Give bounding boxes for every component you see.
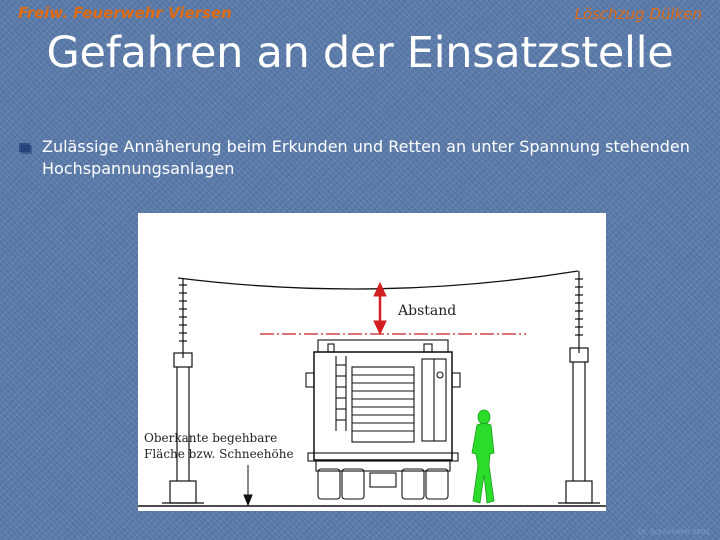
- slide-title: Gefahren an der Einsatzstelle: [46, 28, 674, 78]
- footer-note: Dr. Schönhöfer 2001: [638, 528, 710, 536]
- header-organization: Freiw. Feuerwehr Viersen: [18, 4, 232, 22]
- safety-distance-diagram: [138, 213, 606, 511]
- surface-arrow: [244, 465, 252, 505]
- bullet-square-icon: [18, 142, 32, 154]
- surface-label-line2: Fläche bzw. Schneehöhe: [144, 447, 294, 461]
- fire-truck: [306, 340, 460, 499]
- distance-arrow: [374, 283, 386, 334]
- surface-label-line1: Oberkante begehbare: [144, 431, 278, 445]
- right-insulator-pole: [558, 271, 600, 503]
- distance-label: Abstand: [398, 303, 457, 319]
- person-figure: [472, 410, 494, 503]
- left-insulator-pole: [162, 278, 204, 503]
- header-unit: Löschzug Dülken: [574, 5, 702, 23]
- bullet-text: Zulässige Annäherung beim Erkunden und Retten an unter Spannung stehenden Hochspannungsanlagen: [42, 137, 690, 178]
